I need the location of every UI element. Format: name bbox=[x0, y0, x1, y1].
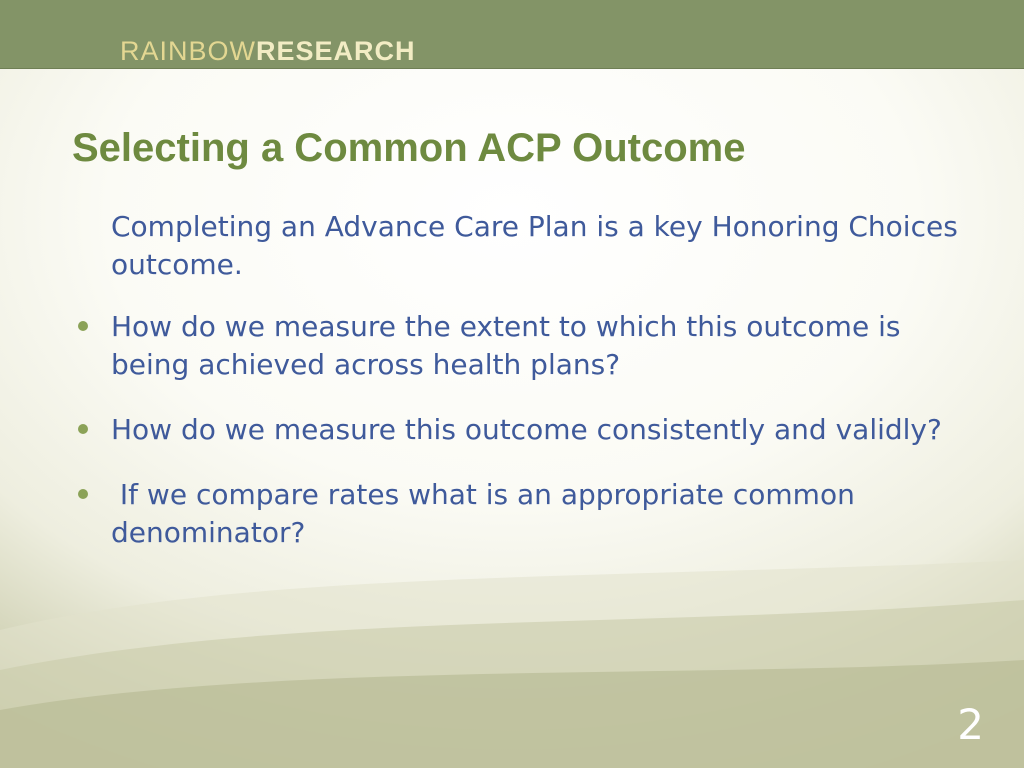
bullet-dot-icon bbox=[78, 489, 88, 499]
bullet-dot-icon bbox=[78, 321, 88, 331]
bullet-item bbox=[76, 308, 986, 384]
bullet-dot-icon bbox=[78, 424, 88, 434]
page-number: 2 bbox=[957, 700, 984, 749]
slide-title: Selecting a Common ACP Outcome bbox=[72, 126, 746, 170]
bullet-text: If we compare rates what is an appropriate common denominator? bbox=[111, 478, 864, 549]
bullet-item bbox=[76, 476, 986, 552]
slide-body bbox=[76, 208, 986, 579]
logo-text-bold: RESEARCH bbox=[256, 36, 416, 66]
decorative-wave-background bbox=[0, 560, 1024, 768]
bullet-item bbox=[76, 411, 986, 449]
bullet-text: How do we measure the extent to which this outcome is being achieved across health plans? bbox=[111, 310, 901, 381]
logo-text-light: RAINBOW bbox=[120, 36, 257, 66]
bullet-list bbox=[76, 308, 986, 552]
bullet-text: How do we measure this outcome consistently and validly? bbox=[111, 413, 942, 446]
rainbow-research-logo bbox=[120, 36, 416, 66]
intro-paragraph: Completing an Advance Care Plan is a key Honoring Choices outcome. bbox=[111, 210, 958, 281]
header-band bbox=[0, 0, 1024, 69]
